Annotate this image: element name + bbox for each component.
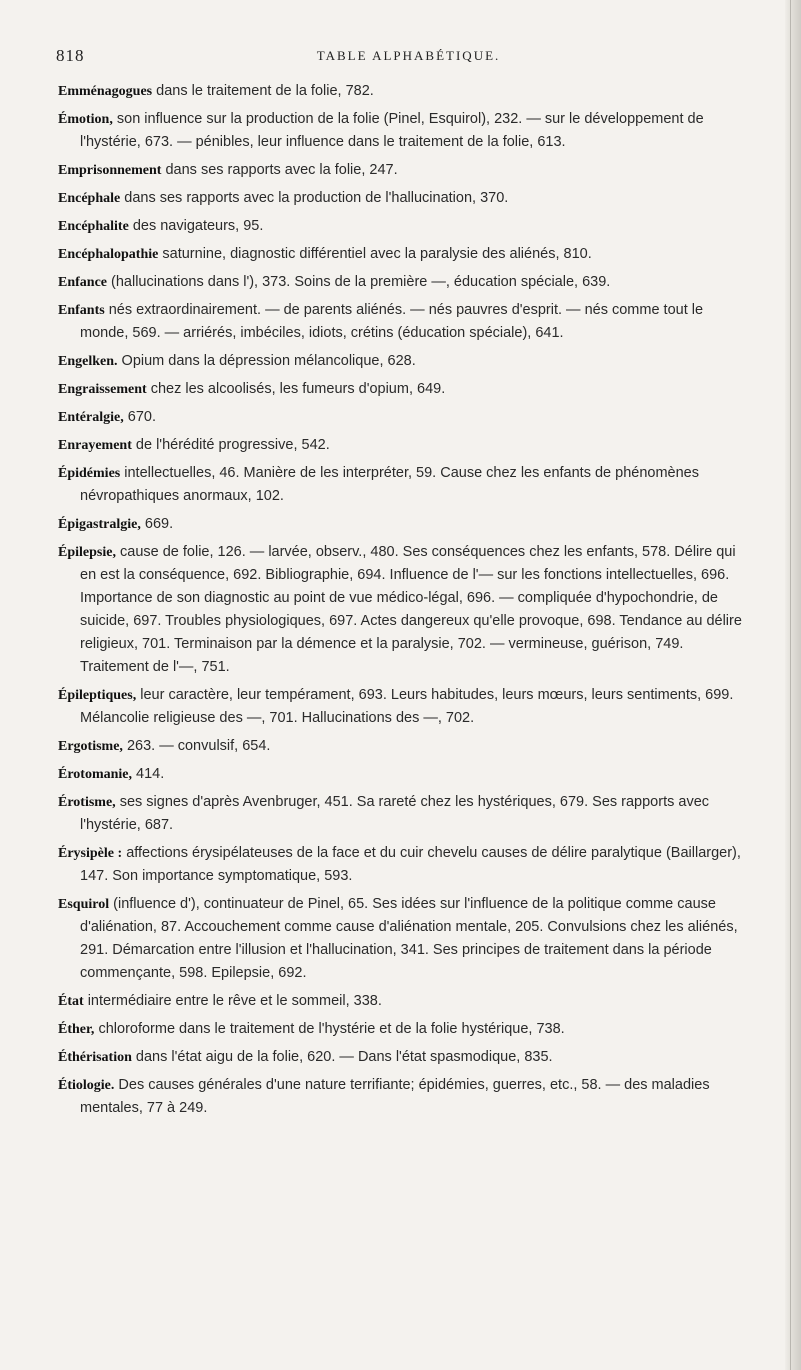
index-entry xyxy=(58,763,748,786)
entry-headword: Éther, xyxy=(58,1022,95,1037)
entry-text: dans ses rapports avec la production de l'hallucination, 370. xyxy=(124,190,509,206)
index-entry xyxy=(58,893,748,985)
entry-text: ses signes d'après Avenbruger, 451. Sa rareté chez les hystériques, 679. Ses rapports avec l'hystérie, 687. xyxy=(80,794,710,833)
running-title: TABLE ALPHABÉTIQUE. xyxy=(316,48,501,63)
entry-text: Des causes générales d'une nature terrifiante; épidémies, guerres, etc., 58. — des maladies mentales, 77 à 249. xyxy=(80,1077,710,1116)
page-number: 818 xyxy=(56,46,85,65)
entry-headword: Érotomanie, xyxy=(58,767,133,782)
index-entry xyxy=(58,541,748,679)
entry-text: dans l'état aigu de la folie, 620. — Dans l'état spasmodique, 835. xyxy=(135,1049,553,1065)
index-entries xyxy=(58,80,748,1125)
entry-text: intermédiaire entre le rêve et le sommeil, 338. xyxy=(87,993,382,1009)
entry-text: saturnine, diagnostic différentiel avec la paralysie des aliénés, 810. xyxy=(162,246,592,262)
entry-text: dans le traitement de la folie, 782. xyxy=(156,83,374,99)
entry-headword: Ergotisme, xyxy=(58,739,123,754)
index-entry xyxy=(58,434,748,457)
entry-headword: Esquirol xyxy=(58,897,110,912)
entry-text: 669. xyxy=(144,516,174,532)
entry-headword: Épigastralgie, xyxy=(58,517,141,532)
index-entry xyxy=(58,1074,748,1120)
index-entry xyxy=(58,299,748,345)
entry-headword: Érotisme, xyxy=(58,795,116,810)
entry-text: 670. xyxy=(127,409,156,425)
index-entry xyxy=(58,735,748,758)
entry-headword: Engraissement xyxy=(58,382,147,397)
entry-headword: Étiologie. xyxy=(58,1078,115,1093)
entry-text: affections érysipélateuses de la face et du cuir chevelu causes de délire paralytique (Baillarger), 147. Son importance symptomatique, 593. xyxy=(80,845,741,884)
entry-headword: Épileptiques, xyxy=(58,688,137,703)
entry-text: son influence sur la production de la folie (Pinel, Esquirol), 232. — sur le développement de l'hystérie, 673. — pénibles, leur influence dans le traitement de la folie, 613. xyxy=(80,111,704,150)
page-edge-line xyxy=(790,0,791,1370)
entry-headword: Emménagogues xyxy=(58,84,153,99)
entry-text: dans ses rapports avec la folie, 247. xyxy=(165,162,398,178)
entry-text: 414. xyxy=(136,766,165,782)
entry-text: cause de folie, 126. — larvée, observ., 480. Ses conséquences chez les enfants, 578. Délire qui en est la conséquence, 692. Bibliographie, 694. Influence de l'— sur les fonctions intellectuelles, 696. Importance de son diagnostic au point de vue médico-légal, 696. — compliquée d'hypochondrie, de suicide, 697. Troubles physiologiques, 697. Actes dangereux qu'elle provoque, 698. Tendance au délire religieux, 701. Terminaison par la démence et la paralysie, 702. — vermineuse, guérison, 749. Traitement de l'—, 751. xyxy=(80,544,742,675)
entry-headword: Encéphale xyxy=(58,191,121,206)
entry-text: des navigateurs, 95. xyxy=(132,218,264,234)
index-entry xyxy=(58,406,748,429)
entry-headword: Épidémies xyxy=(58,466,121,481)
entry-headword: Érysipèle : xyxy=(58,846,123,861)
entry-headword: Emprisonnement xyxy=(58,163,162,178)
page-edge-shadow xyxy=(785,0,801,1370)
index-entry xyxy=(58,462,748,508)
entry-text: 263. — convulsif, 654. xyxy=(126,738,271,754)
index-entry xyxy=(58,80,748,103)
entry-headword: Encéphalite xyxy=(58,219,129,234)
index-entry xyxy=(58,187,748,210)
entry-text: nés extraordinairement. — de parents aliénés. — nés pauvres d'esprit. — nés comme tout le monde, 569. — arriérés, imbéciles, idiots, crétins (éducation spéciale), 641. xyxy=(80,302,704,341)
entry-text: (influence d'), continuateur de Pinel, 65. Ses idées sur l'influence de la politique comme cause d'aliénation, 87. Accouchement comme cause d'aliénation mentale, 205. Convulsions chez les aliénés, 291. Démarcation entre l'illusion et l'hallucination, 341. Ses principes de traitement dans la période commençante, 598. Epilepsie, 692. xyxy=(80,896,738,981)
entry-text: Opium dans la dépression mélancolique, 628. xyxy=(121,353,416,369)
index-entry xyxy=(58,990,748,1013)
entry-headword: Éthérisation xyxy=(58,1050,132,1065)
index-entry xyxy=(58,108,748,154)
index-entry xyxy=(58,350,748,373)
entry-text: chloroforme dans le traitement de l'hystérie et de la folie hystérique, 738. xyxy=(98,1021,565,1037)
index-entry xyxy=(58,378,748,401)
index-entry xyxy=(58,215,748,238)
entry-headword: Enfance xyxy=(58,275,107,290)
entry-headword: Engelken. xyxy=(58,354,118,369)
entry-headword: Entéralgie, xyxy=(58,410,124,425)
index-entry xyxy=(58,791,748,837)
index-entry xyxy=(58,513,748,536)
entry-text: chez les alcoolisés, les fumeurs d'opium, 649. xyxy=(150,381,446,397)
index-entry xyxy=(58,271,748,294)
entry-headword: Épilepsie, xyxy=(58,545,116,560)
index-entry xyxy=(58,1046,748,1069)
page-header xyxy=(56,46,761,70)
entry-headword: Encéphalopathie xyxy=(58,247,159,262)
entry-headword: Enrayement xyxy=(58,438,132,453)
entry-headword: Enfants xyxy=(58,303,105,318)
index-entry xyxy=(58,684,748,730)
index-entry xyxy=(58,842,748,888)
index-entry xyxy=(58,1018,748,1041)
entry-text: leur caractère, leur tempérament, 693. Leurs habitudes, leurs mœurs, leurs sentiments, 699. Mélancolie religieuse des —, 701. Hallucinations des —, 702. xyxy=(80,687,734,726)
entry-text: (hallucinations dans l'), 373. Soins de la première —, éducation spéciale, 639. xyxy=(111,274,611,290)
entry-text: de l'hérédité progressive, 542. xyxy=(135,437,330,453)
entry-headword: Émotion, xyxy=(58,112,113,127)
entry-headword: État xyxy=(58,994,84,1009)
entry-text: intellectuelles, 46. Manière de les interpréter, 59. Cause chez les enfants de phénomènes névropathiques anormaux, 102. xyxy=(80,465,699,504)
index-entry xyxy=(58,159,748,182)
index-entry xyxy=(58,243,748,266)
